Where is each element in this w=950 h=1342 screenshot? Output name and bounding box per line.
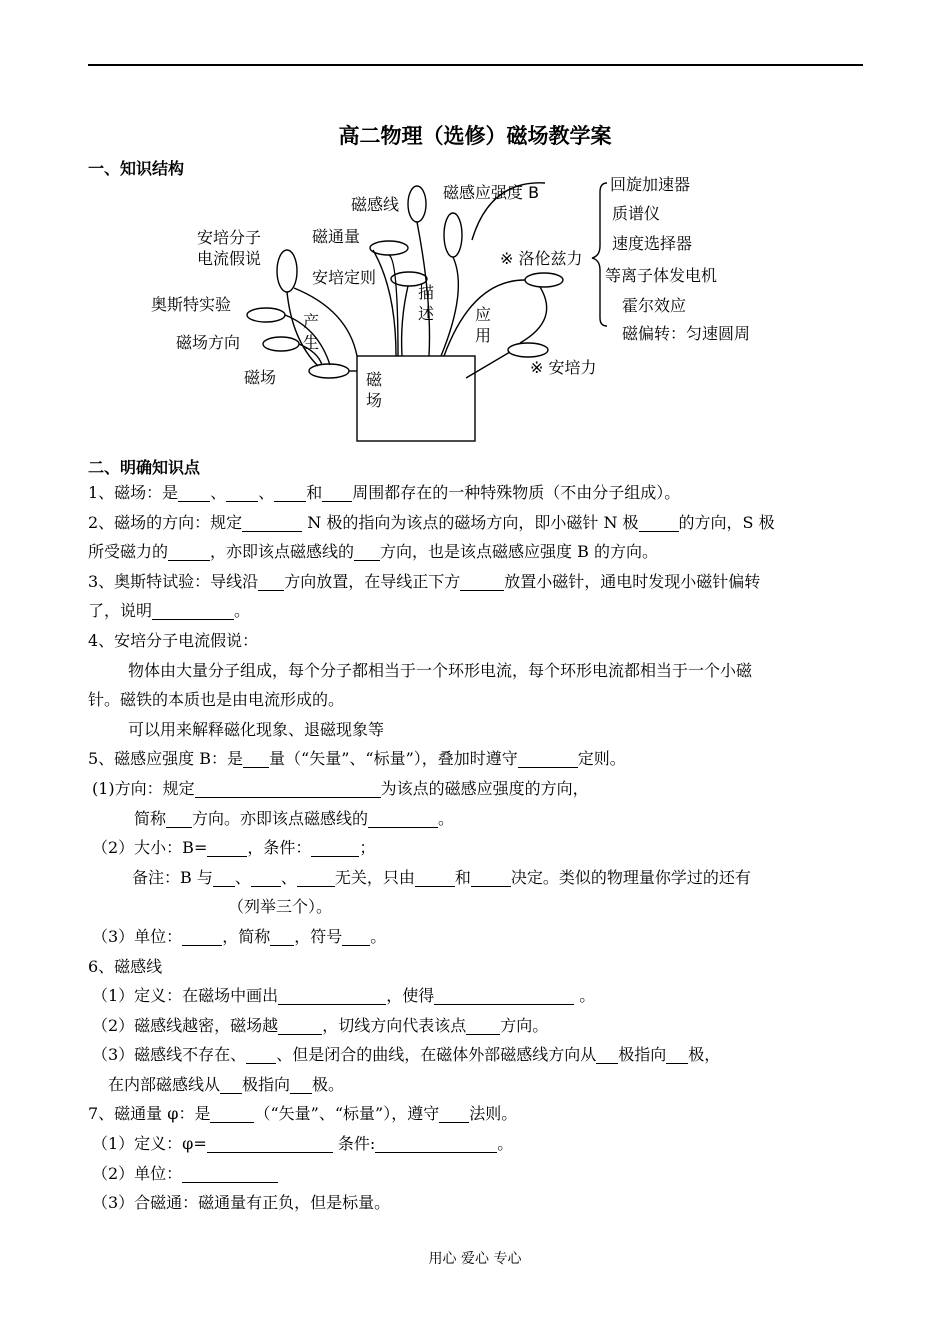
line-text: （3）磁感线不存在、 (92, 1045, 247, 1065)
knowledge-line (88, 685, 868, 715)
line-text: （3）合磁通：磁通量有正负，但是标量。 (92, 1193, 391, 1213)
fill-in-blank[interactable] (246, 1044, 276, 1064)
fill-in-blank[interactable] (207, 1133, 333, 1153)
line-text: 的方向，S 极 (678, 512, 775, 532)
fill-in-blank[interactable] (168, 541, 210, 561)
line-text: N 极的指向为该点的磁场方向，即小磁针 N 极 (302, 512, 639, 532)
line-text: 量（“矢量”、“标量”），叠加时遵守 (269, 749, 518, 769)
oval-magnetic-flux (370, 241, 408, 255)
knowledge-line (88, 863, 868, 893)
line-text: 简称 (134, 808, 167, 828)
line-text: 可以用来解释磁化现象、退磁现象等 (128, 719, 385, 739)
line-text: 3、奥斯特试验：导线沿 (88, 571, 259, 591)
line-text: 方向，也是该点磁感应强度 B 的方向。 (380, 542, 658, 562)
line-text: 方向放置，在导线正下方 (284, 571, 461, 591)
fill-in-blank[interactable] (210, 1103, 254, 1123)
line-text: 备注：B 与 (132, 867, 213, 887)
fill-in-blank[interactable] (518, 748, 578, 768)
line-text: 极指向 (618, 1045, 667, 1065)
fill-in-blank[interactable] (226, 482, 258, 502)
knowledge-line (88, 478, 868, 508)
fill-in-blank[interactable] (278, 985, 386, 1005)
line-text: 。 (497, 1134, 514, 1154)
line-text: 、 (210, 483, 227, 502)
application-item: 回旋加速器 (610, 175, 691, 194)
line-text: 。 (370, 926, 387, 946)
line-text: 所受磁力的 (88, 542, 169, 562)
fill-in-blank[interactable] (439, 1103, 469, 1123)
fill-in-blank[interactable] (460, 571, 504, 591)
fill-in-blank[interactable] (278, 1015, 322, 1035)
applications-list (605, 175, 750, 343)
line-text: 。 (234, 601, 251, 621)
application-item: 磁偏转：匀速圆周 (622, 324, 751, 343)
fill-in-blank[interactable] (274, 482, 306, 502)
knowledge-line (88, 1129, 868, 1159)
label-field-box: 磁场 (366, 370, 383, 410)
line-text: 、但是闭合的曲线，在磁体外部磁感线方向从 (276, 1045, 597, 1065)
oval-induction-line (408, 186, 426, 222)
knowledge-points (88, 478, 868, 1218)
line-text: 极， (688, 1045, 721, 1065)
label-apply-1: 应 (475, 305, 492, 324)
fill-in-blank[interactable] (471, 867, 511, 887)
line-text: ，条件： (247, 838, 312, 858)
page-footer: 用心 爱心 专心 (428, 1251, 522, 1267)
knowledge-line (88, 1011, 868, 1041)
fill-in-blank[interactable] (639, 512, 679, 532)
line-text: ，简称 (222, 926, 271, 946)
line-text: 4、安培分子电流假说： (88, 630, 259, 650)
knowledge-line (88, 1099, 868, 1129)
line-text: 和 (454, 867, 471, 887)
line-text: 、 (258, 483, 275, 502)
line-text: 和 (306, 483, 323, 502)
knowledge-line (88, 626, 868, 656)
line-text: 法则。 (469, 1104, 518, 1124)
line-text: ，使得 (386, 986, 435, 1006)
fill-in-blank[interactable] (342, 926, 370, 946)
line-text: 为该点的磁感应强度的方向， (380, 778, 589, 798)
line-text: 1、磁场：是 (88, 483, 179, 502)
section-1-heading: 一、知识结构 (88, 159, 185, 178)
fill-in-blank[interactable] (596, 1044, 618, 1064)
line-text: ，亦即该点磁感线的 (210, 542, 355, 562)
knowledge-line (88, 537, 868, 567)
fill-in-blank[interactable] (434, 985, 574, 1005)
line-text: 。 (438, 808, 455, 828)
fill-in-blank[interactable] (220, 1074, 242, 1094)
fill-in-blank[interactable] (182, 1163, 278, 1183)
section-2-heading: 二、明确知识点 (88, 458, 201, 477)
line-text: 物体由大量分子组成，每个分子都相当于一个环形电流，每个环形电流都相当于一个小磁 (128, 660, 753, 680)
fill-in-blank[interactable] (270, 926, 294, 946)
knowledge-line (88, 1159, 868, 1189)
knowledge-line (88, 981, 868, 1011)
label-oersted: 奥斯特实验 (151, 295, 232, 314)
line-text: 周围都存在的一种特殊物质（不由分子组成）。 (352, 483, 681, 502)
fill-in-blank[interactable] (290, 1074, 312, 1094)
line-text: 针。磁铁的本质也是由电流形成的。 (88, 690, 345, 710)
fill-in-blank[interactable] (207, 837, 247, 857)
line-text: 在内部磁感线从 (108, 1074, 221, 1094)
knowledge-line (88, 804, 868, 834)
knowledge-line (88, 952, 868, 982)
fill-in-blank[interactable] (322, 482, 352, 502)
application-item: 等离子体发电机 (605, 266, 718, 285)
knowledge-line (88, 596, 868, 626)
label-field-direction: 磁场方向 (176, 333, 241, 352)
application-item: 速度选择器 (612, 234, 693, 253)
fill-in-blank[interactable] (311, 837, 359, 857)
knowledge-line (88, 744, 868, 774)
label-ampere-hypothesis-1: 安培分子 (197, 228, 262, 247)
page-title: 高二物理（选修）磁场教学案 (338, 124, 612, 148)
line-text: 条件: (332, 1134, 376, 1154)
fill-in-blank[interactable] (152, 600, 234, 620)
label-produce-2: 生 (303, 333, 320, 352)
fill-in-blank[interactable] (415, 867, 455, 887)
line-text: （2）大小：B= (92, 838, 208, 858)
fill-in-blank[interactable] (242, 512, 302, 532)
label-describe-1: 描 (418, 283, 435, 302)
knowledge-line (88, 1040, 868, 1070)
label-lorentz: ※ 洛伦兹力 (500, 249, 583, 268)
line-text: 、 (280, 867, 297, 887)
fill-in-blank[interactable] (375, 1133, 497, 1153)
line-text: ，符号 (294, 926, 343, 946)
line-text: 了，说明 (88, 601, 153, 621)
oval-oersted (247, 308, 285, 322)
line-text: 。 (574, 986, 596, 1006)
oval-field (309, 364, 349, 378)
fill-in-blank[interactable] (166, 808, 192, 828)
fill-in-blank[interactable] (182, 926, 222, 946)
fill-in-blank[interactable] (195, 778, 381, 798)
fill-in-blank[interactable] (297, 867, 335, 887)
fill-in-blank[interactable] (466, 1015, 500, 1035)
fill-in-blank[interactable] (178, 482, 210, 502)
fill-in-blank[interactable] (243, 748, 269, 768)
knowledge-line (88, 508, 868, 538)
line-text: ，切线方向代表该点 (322, 1015, 467, 1035)
knowledge-line (88, 833, 868, 863)
label-produce-1: 产 (303, 312, 320, 331)
knowledge-line (88, 922, 868, 952)
line-text: 定则。 (577, 749, 626, 769)
fill-in-blank[interactable] (251, 867, 281, 887)
line-text: （1）定义：在磁场中画出 (92, 986, 279, 1006)
knowledge-line (88, 1188, 868, 1218)
line-text: 6、磁感线 (88, 956, 163, 976)
fill-in-blank[interactable] (368, 808, 438, 828)
line-text: 2、磁场的方向：规定 (88, 512, 243, 532)
line-text: 无关，只由 (334, 867, 415, 887)
label-ampere-hypothesis-2: 电流假说 (197, 249, 262, 268)
line-text: 极。 (312, 1074, 345, 1094)
label-ampere-force: ※ 安培力 (530, 358, 597, 377)
oval-field-direction (263, 337, 299, 351)
line-text: （列举三个）。 (228, 897, 333, 917)
line-text: 决定。类似的物理量你学过的还有 (510, 867, 751, 887)
application-item: 质谱仪 (612, 204, 661, 223)
oval-induction-b (444, 213, 462, 257)
application-item: 霍尔效应 (622, 296, 687, 315)
line-text: ； (359, 838, 376, 858)
label-field: 磁场 (244, 368, 277, 387)
label-apply-2: 用 (475, 326, 492, 345)
label-describe-2: 述 (418, 304, 435, 323)
fill-in-blank[interactable] (354, 541, 380, 561)
line-text: （“矢量”、“标量”），遵守 (254, 1104, 440, 1124)
line-text: 方向。亦即该点磁感线的 (192, 808, 369, 828)
oval-ampere-force (508, 343, 548, 357)
fill-in-blank[interactable] (666, 1044, 688, 1064)
line-text: （2）单位： (92, 1163, 183, 1183)
knowledge-line (88, 715, 868, 745)
knowledge-line (88, 656, 868, 686)
line-text: 、 (234, 867, 251, 887)
fill-in-blank[interactable] (258, 571, 284, 591)
knowledge-line (88, 1070, 868, 1100)
oval-lorentz (525, 273, 563, 287)
label-induction-line: 磁感线 (351, 195, 400, 214)
knowledge-line (88, 892, 868, 922)
knowledge-structure-diagram (0, 0, 950, 460)
knowledge-line (88, 774, 868, 804)
line-text: （3）单位： (92, 926, 183, 946)
line-text: 极指向 (242, 1074, 291, 1094)
fill-in-blank[interactable] (213, 867, 235, 887)
line-text: 7、磁通量 φ：是 (88, 1104, 211, 1124)
label-induction-b: 磁感应强度 B (443, 183, 540, 202)
line-text: （1）定义：φ= (92, 1134, 207, 1154)
line-text: （2）磁感线越密，磁场越 (92, 1015, 279, 1035)
oval-ampere-hypothesis (277, 250, 297, 292)
label-ampere-rule: 安培定则 (312, 268, 377, 287)
knowledge-line (88, 567, 868, 597)
line-text: 5、磁感应强度 B：是 (88, 749, 244, 769)
line-text: (1)方向：规定 (92, 778, 195, 798)
line-text: 方向。 (500, 1015, 549, 1035)
label-magnetic-flux: 磁通量 (312, 227, 361, 246)
line-text: 放置小磁针，通电时发现小磁针偏转 (504, 571, 761, 591)
